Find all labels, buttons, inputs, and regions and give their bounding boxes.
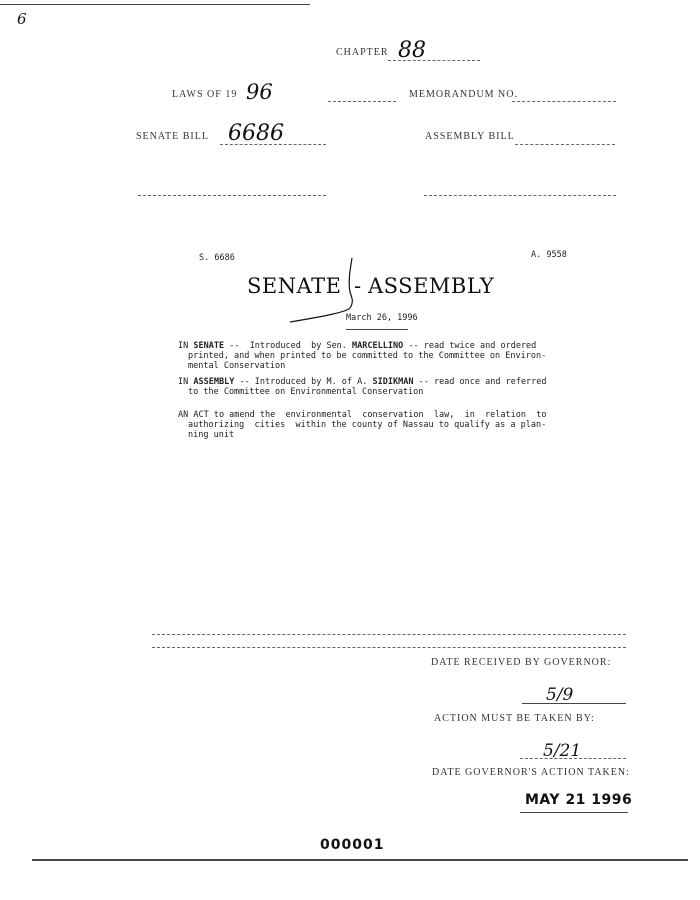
senate-bill-label: SENATE BILL <box>136 131 209 142</box>
assembly-intro-line2: to the Committee on Environmental Conservation <box>188 387 424 397</box>
act-line3: ning unit <box>188 430 235 440</box>
action-taken-label: DATE GOVERNOR'S ACTION TAKEN: <box>432 767 630 778</box>
action-by-value: 5/21 <box>543 741 582 761</box>
act-line2: authorizing cities within the county of Nassau to qualify as a plan- <box>188 420 547 430</box>
action-by-rule <box>520 758 626 759</box>
senate-intro-line1: IN SENATE -- Introduced by Sen. MARCELLINO -- read twice and ordered <box>178 341 537 351</box>
senate-number: S. 6686 <box>199 253 235 263</box>
assembly-bill-rule <box>515 144 615 145</box>
senate-intro-line3: mental Conservation <box>188 361 286 371</box>
corner-mark: 6 <box>17 10 27 28</box>
title-separator: - <box>354 274 362 298</box>
assembly-house: ASSEMBLY <box>193 377 235 387</box>
received-label: DATE RECEIVED BY GOVERNOR: <box>431 657 612 668</box>
assembly-intro-line1: IN ASSEMBLY -- Introduced by M. of A. SIDIKMAN -- read once and referred <box>178 377 547 387</box>
title-assembly: ASSEMBLY <box>368 274 495 298</box>
top-rule <box>0 4 310 5</box>
received-value: 5/9 <box>546 685 574 705</box>
assembly-sponsor: SIDIKMAN <box>372 377 414 387</box>
laws-label: LAWS OF 19 <box>172 89 238 100</box>
laws-rule <box>328 101 396 102</box>
lower-rule-2 <box>152 647 626 648</box>
chapter-label: CHAPTER <box>336 47 389 58</box>
laws-value: 96 <box>246 80 273 104</box>
action-by-label: ACTION MUST BE TAKEN BY: <box>434 713 595 724</box>
assembly-number: A. 9558 <box>531 250 567 260</box>
assembly-bill-label: ASSEMBLY BILL <box>425 131 515 142</box>
senate-sponsor: MARCELLINO <box>352 341 404 351</box>
page-number: 000001 <box>320 837 385 853</box>
senate-bill-value: 6686 <box>228 121 284 146</box>
senate-house: SENATE <box>193 341 225 351</box>
received-rule <box>522 703 626 704</box>
date-underline <box>346 329 408 330</box>
act-line1: AN ACT to amend the environmental conservation law, in relation to <box>178 410 547 420</box>
memo-rule <box>512 101 616 102</box>
blank-rule-right <box>424 195 616 196</box>
bottom-rule <box>32 859 688 861</box>
bill-date: March 26, 1996 <box>346 313 418 323</box>
memo-label: MEMORANDUM NO. <box>409 89 519 100</box>
chapter-value: 88 <box>398 38 426 63</box>
action-taken-rule <box>520 812 628 813</box>
lower-rule-1 <box>152 634 626 635</box>
action-taken-stamp: MAY 21 1996 <box>525 792 633 808</box>
senate-bill-rule <box>220 144 326 145</box>
senate-intro-line2: printed, and when printed to be committed to the Committee on Environ- <box>188 351 547 361</box>
title-senate: SENATE <box>247 274 342 298</box>
blank-rule-left <box>138 195 326 196</box>
